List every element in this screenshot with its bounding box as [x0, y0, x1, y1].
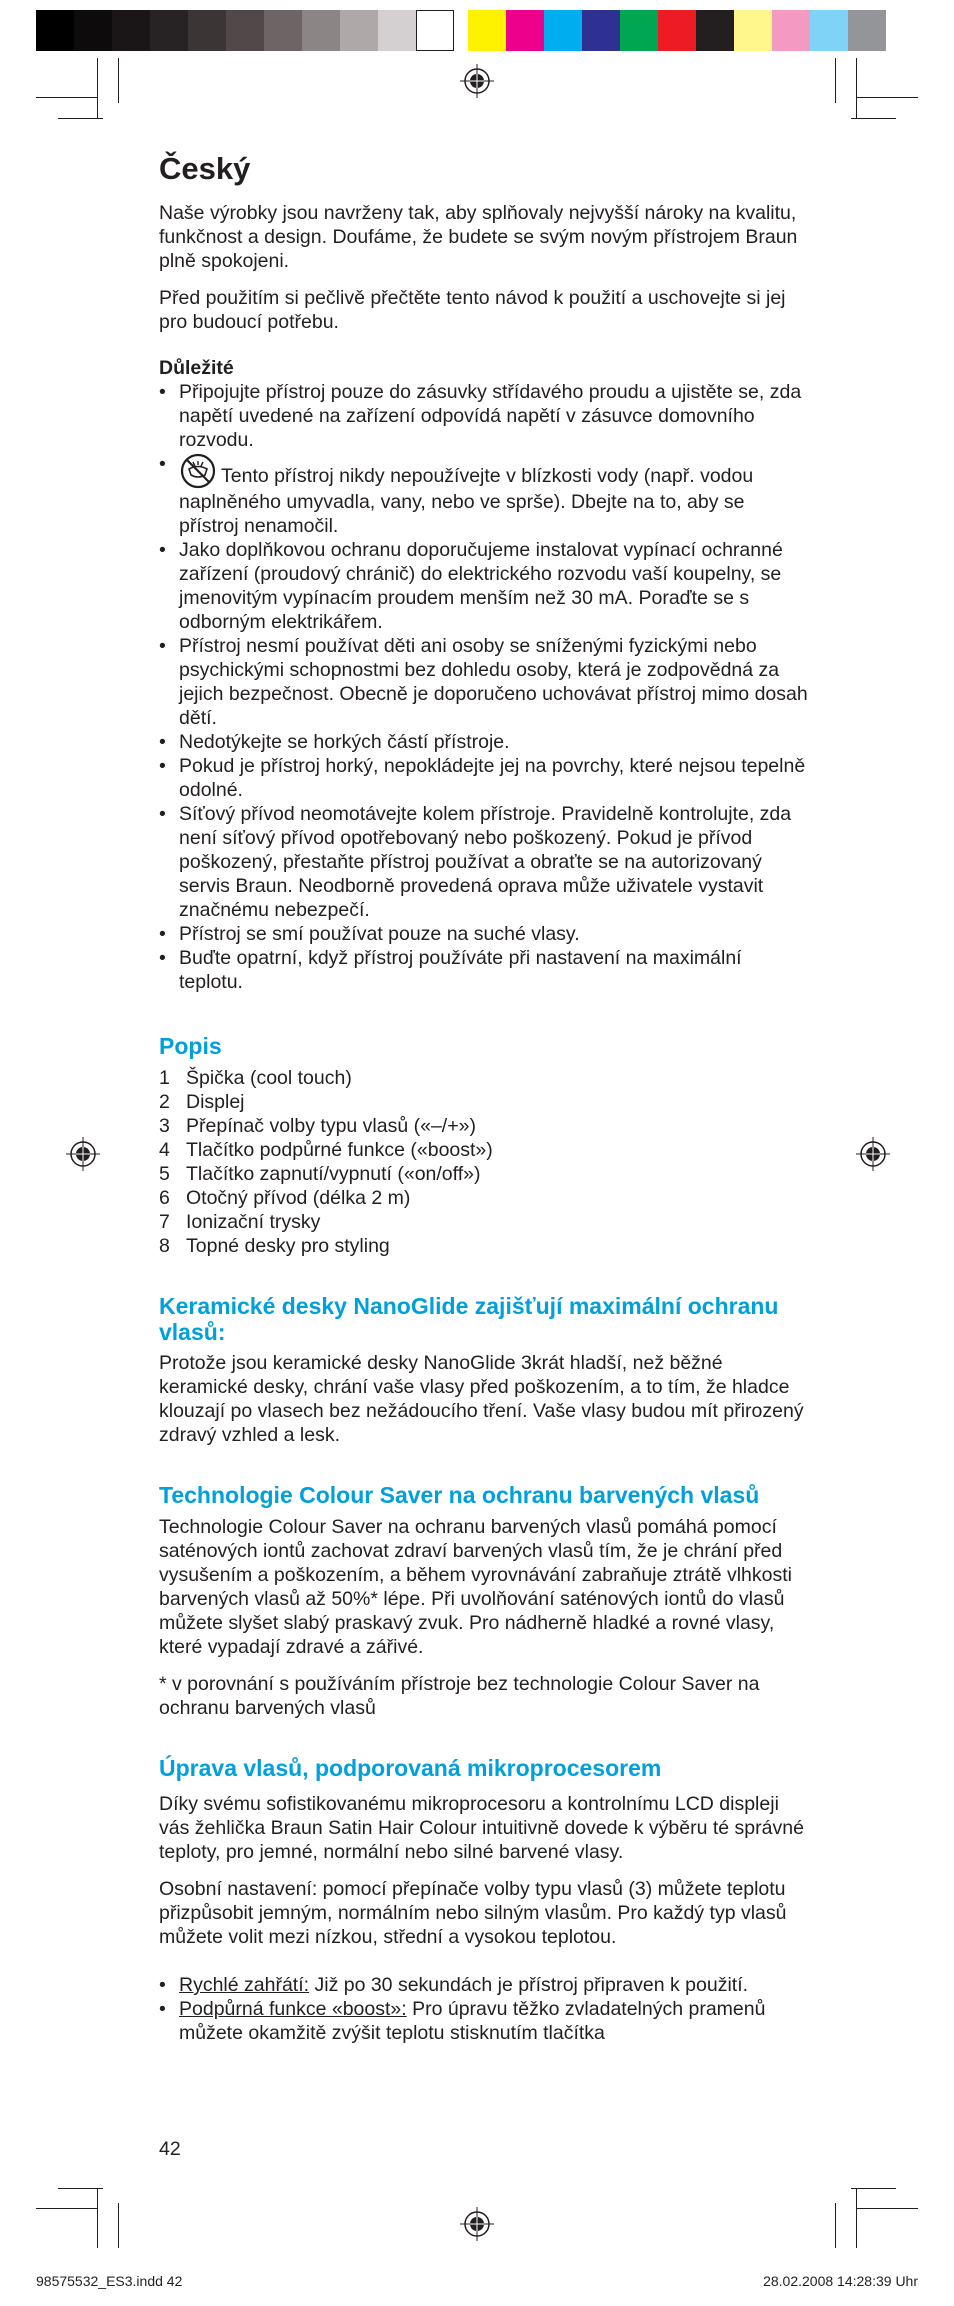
crop-mark [856, 97, 918, 98]
manual-page-content [159, 150, 809, 2045]
color-swatch [378, 10, 416, 51]
important-list [159, 380, 809, 994]
list-item: • Tento přístroj nikdy nepoužívejte v blízkosti vody (např. vodou naplněného umyvadla, vany, nebo ve sprše). Dbejte na to, aby se přístroj nenamočil. [159, 453, 754, 538]
color-swatch [416, 10, 454, 51]
list-item: • Jako doplňkovou ochranu doporučujeme instalovat vypínací ochranné zařízení (proudový chránič) do elektrického rozvodu vaší koupelny, se jmenovitým vypínacím proudem menším než 30 mA. Poraďte se s odborným elektrikářem. [159, 539, 783, 634]
color-swatch [36, 10, 74, 51]
list-item: 7 Ionizační trysky [159, 1210, 321, 1233]
color-swatch [582, 10, 620, 51]
list-item: • Síťový přívod neomotávejte kolem přístroje. Pravidelně kontrolujte, zda není síťový přívod opotřebovaný nebo poškozený. Pokud je přívod poškozený, přestaňte přístroj používat a obraťte se na autorizovaný servis Braun. Neodborně provedená oprava může uživatele vystavit značnému nebezpečí. [159, 803, 792, 922]
intro-paragraph: Před použitím si pečlivě přečtěte tento návod k použití a uschovejte si jej pro budoucí potřebu. [159, 287, 786, 334]
color-calibration-bar [36, 10, 886, 51]
color-swatch [150, 10, 188, 51]
list-item: 4 Tlačítko podpůrné funkce («boost») [159, 1138, 493, 1161]
color-swatches [468, 10, 886, 51]
color-swatch [620, 10, 658, 51]
color-swatch [74, 10, 112, 51]
registration-mark-icon [66, 1137, 100, 1171]
color-swatch [734, 10, 772, 51]
registration-mark-icon [856, 1137, 890, 1171]
list-item: 5 Tlačítko zapnutí/vypnutí («on/off») [159, 1162, 481, 1185]
crop-mark [118, 58, 119, 103]
list-item: • Připojujte přístroj pouze do zásuvky střídavého proudu a ujistěte se, zda napětí uvedené na zařízení odpovídá napětí v zásuvce domovního rozvodu. [159, 381, 802, 452]
important-heading: Důležité [159, 357, 234, 380]
color-swatch [772, 10, 810, 51]
intro-paragraph: Naše výrobky jsou navrženy tak, aby splňovaly nejvyšší nároky na kvalitu, funkčnost a design. Doufáme, že budete se svým novým přístrojem Braun plně spokojeni. [159, 202, 798, 273]
list-item: • Podpůrná funkce «boost»: Pro úpravu těžko zvladatelných pramenů můžete okamžitě zvýšit teplotu stisknutím tlačítka [159, 1997, 766, 2044]
color-swatch [226, 10, 264, 51]
page-title: Český [159, 151, 251, 186]
color-swatch [264, 10, 302, 51]
color-swatch [848, 10, 886, 51]
section-heading-nanoglide: Keramické desky NanoGlide zajišťují maximální ochranu vlasů: [159, 1292, 779, 1345]
uprava-paragraph: Díky svému sofistikovanému mikroprocesoru a kontrolnímu LCD displeji vás žehlička Braun Satin Hair Colour intuitivně dovede k výběru té správné teploty, pro jemné, normální nebo silné barvené vlasy. [159, 1792, 804, 1863]
color-swatch [658, 10, 696, 51]
registration-mark-icon [460, 64, 494, 98]
nanoglide-paragraph: Protože jsou keramické desky NanoGlide 3krát hladší, než běžné keramické desky, chrání vaše vlasy před poškozením, a to tím, že hladce klouzají po vlasech bez nežádoucího tření. Vaše vlasy budou mít přirozený zdravý vzhled a lesk. [159, 1352, 804, 1447]
crop-mark [58, 2188, 103, 2189]
list-item: 3 Přepínač volby typu vlasů («–/+») [159, 1114, 476, 1137]
crop-mark [835, 58, 836, 103]
list-item: • Buďte opatrní, když přístroj používáte při nastavení na maximální teplotu. [159, 947, 742, 994]
crop-mark [36, 2208, 98, 2209]
crop-mark [835, 2203, 836, 2248]
crop-mark [97, 2188, 98, 2248]
crop-mark [851, 2188, 896, 2189]
crop-mark [97, 58, 98, 118]
list-item: • Nedotýkejte se horkých částí přístroje. [159, 731, 510, 754]
crop-mark [856, 2188, 857, 2248]
no-water-warning-icon [179, 452, 217, 490]
color-swatch [506, 10, 544, 51]
crop-mark [58, 118, 103, 119]
registration-mark-icon [460, 2207, 494, 2241]
grayscale-swatches [36, 10, 454, 51]
crop-mark [118, 2203, 119, 2248]
list-item: • Pokud je přístroj horký, nepokládejte jej na povrchy, které nejsou tepelně odolné. [159, 755, 806, 802]
color-swatch [112, 10, 150, 51]
section-heading-colour-saver: Technologie Colour Saver na ochranu barvených vlasů [159, 1482, 760, 1509]
footer-file-info: 98575532_ES3.indd 42 [36, 2273, 183, 2289]
list-item: 8 Topné desky pro styling [159, 1234, 390, 1257]
uprava-paragraph: Osobní nastavení: pomocí přepínače volby typu vlasů (3) můžete teplotu přizpůsobit jemným, normálním nebo silným vlasům. Pro každý typ vlasů můžete volit mezi nízkou, střední a vysokou teplotou. [159, 1877, 787, 1948]
uprava-feature-list [159, 1973, 809, 2045]
color-swatch [810, 10, 848, 51]
crop-mark [856, 2208, 918, 2209]
color-swatch [468, 10, 506, 51]
color-swatch [188, 10, 226, 51]
page-number: 42 [159, 2138, 181, 2160]
footer-timestamp: 28.02.2008 14:28:39 Uhr [763, 2273, 918, 2289]
section-heading-popis: Popis [159, 1033, 222, 1060]
list-item: • Přístroj se smí používat pouze na suché vlasy. [159, 923, 580, 946]
list-item: • Přístroj nesmí používat děti ani osoby se sníženými fyzickými nebo psychickými schopnostmi bez dohledu osoby, která je zodpovědná za jejich bezpečnost. Obecně je doporučeno uchovávat přístroj mimo dosah dětí. [159, 635, 808, 730]
list-item: 6 Otočný přívod (délka 2 m) [159, 1186, 411, 1209]
crop-mark [851, 118, 896, 119]
crop-mark [36, 97, 98, 98]
color-swatch [544, 10, 582, 51]
list-item: • Rychlé zahřátí: Již po 30 sekundách je přístroj připraven k použití. [159, 1973, 749, 1996]
list-item: 1 Špička (cool touch) [159, 1066, 352, 1089]
color-swatch [340, 10, 378, 51]
colour-saver-paragraph: Technologie Colour Saver na ochranu barvených vlasů pomáhá pomocí saténových iontů zachovat zdraví barvených vlasů tím, že je chrání před vysušením a poškozením, a během vyrovnávání zabraňuje ztrátě vlhkosti barvených vlasů až 50%* lépe. Při uvolňování saténových iontů do vlasů můžete slyšet slabý praskavý zvuk. Pro nádherně hladké a rovné vlasy, které vypadají zdravé a zářivé. [159, 1516, 792, 1659]
colour-saver-footnote: * v porovnání s používáním přístroje bez technologie Colour Saver na ochranu barvených vlasů [159, 1673, 760, 1720]
list-item: 2 Displej [159, 1090, 245, 1113]
parts-list [159, 1066, 809, 1258]
color-swatch [302, 10, 340, 51]
crop-mark [856, 58, 857, 118]
color-swatch [696, 10, 734, 51]
section-heading-uprava: Úprava vlasů, podporovaná mikroprocesorem [159, 1755, 662, 1782]
